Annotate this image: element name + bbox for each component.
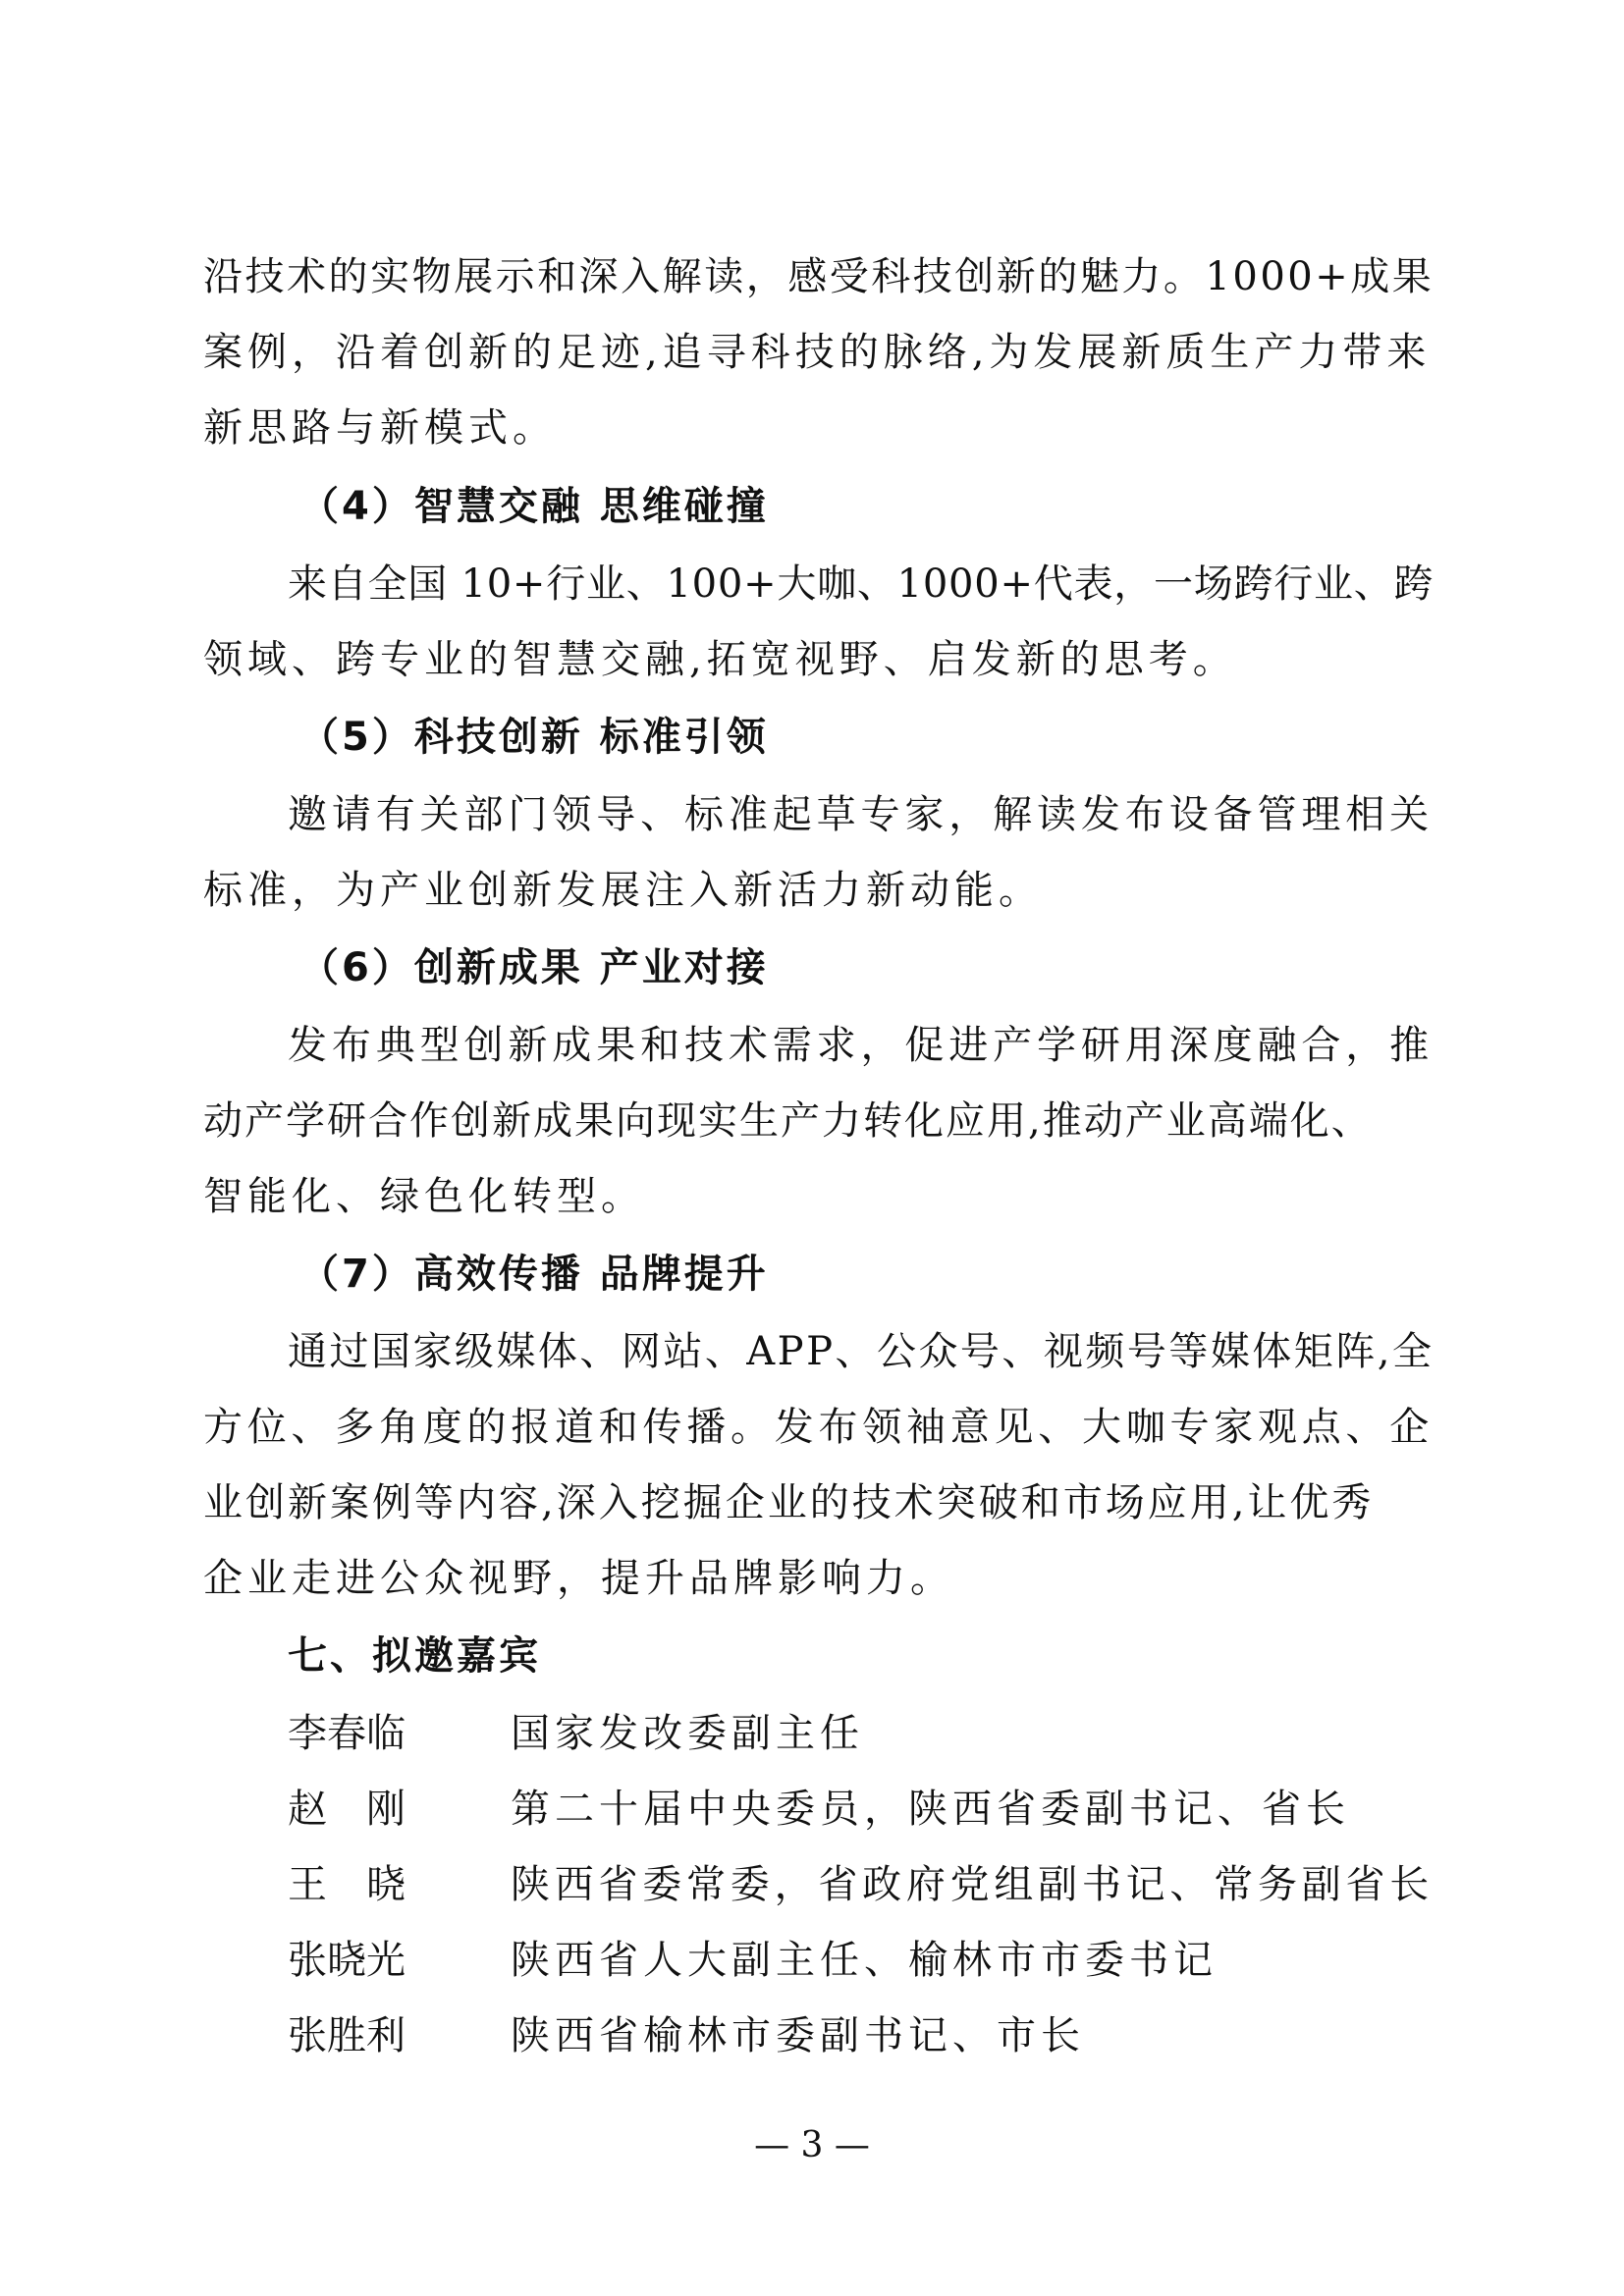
section-7-line-4: 企业走进公众视野，提升品牌影响力。 — [203, 1556, 954, 1601]
page-number: — 3 — — [754, 2125, 870, 2165]
section-7-line-1: 通过国家级媒体、网站、APP、公众号、视频号等媒体矩阵,全 — [288, 1329, 1435, 1374]
section-6-line-2: 动产学研合作创新成果向现实生产力转化应用,推动产业高端化、 — [203, 1098, 1373, 1144]
section-7-line-2: 方位、多角度的报道和传播。发布领袖意见、大咖专家观点、企 — [203, 1405, 1434, 1450]
intro-line-1: 沿技术的实物展示和深入解读，感受科技创新的魅力。1000+成果 — [203, 254, 1435, 299]
section-5-line-2: 标准，为产业创新发展注入新活力新动能。 — [203, 868, 1043, 913]
section-4-heading: （4）智慧交融 思维碰撞 — [299, 484, 769, 529]
guest-name-2: 赵 刚 — [288, 1787, 406, 1832]
guest-name-5: 张胜利 — [288, 2013, 406, 2058]
section-6-heading: （6）创新成果 产业对接 — [299, 945, 769, 990]
guest-name-3: 王 晓 — [288, 1862, 406, 1907]
intro-line-3: 新思路与新模式。 — [203, 405, 557, 451]
section-7-heading: （7）高效传播 品牌提升 — [299, 1252, 769, 1297]
guest-title-4: 陕西省人大副主任、榆林市市委书记 — [511, 1938, 1218, 1983]
guest-title-3: 陕西省委常委，省政府党组副书记、常务副省长 — [511, 1862, 1434, 1907]
guest-title-1: 国家发改委副主任 — [511, 1711, 864, 1756]
guest-title-5: 陕西省榆林市委副书记、市长 — [511, 2013, 1085, 2058]
section-4-line-2: 领域、跨专业的智慧交融,拓宽视野、启发新的思考。 — [203, 637, 1237, 682]
guest-name-4: 张晓光 — [288, 1938, 406, 1983]
guest-name-1: 李春临 — [288, 1711, 406, 1756]
section-6-line-3: 智能化、绿色化转型。 — [203, 1174, 645, 1219]
section-4-line-1: 来自全国 10+行业、100+大咖、1000+代表，一场跨行业、跨 — [288, 561, 1435, 607]
section-5-line-1: 邀请有关部门领导、标准起草专家，解读发布设备管理相关 — [288, 792, 1434, 837]
section-5-heading: （5）科技创新 标准引领 — [299, 715, 769, 760]
section-6-line-1: 发布典型创新成果和技术需求，促进产学研用深度融合，推 — [288, 1023, 1434, 1068]
guests-heading: 七、拟邀嘉宾 — [288, 1633, 541, 1679]
section-7-line-3: 业创新案例等内容,深入挖掘企业的技术突破和市场应用,让优秀 — [203, 1480, 1375, 1525]
intro-line-2: 案例，沿着创新的足迹,追寻科技的脉络,为发展新质生产力带来 — [203, 330, 1432, 375]
guest-title-2: 第二十届中央委员，陕西省委副书记、省长 — [511, 1787, 1350, 1832]
